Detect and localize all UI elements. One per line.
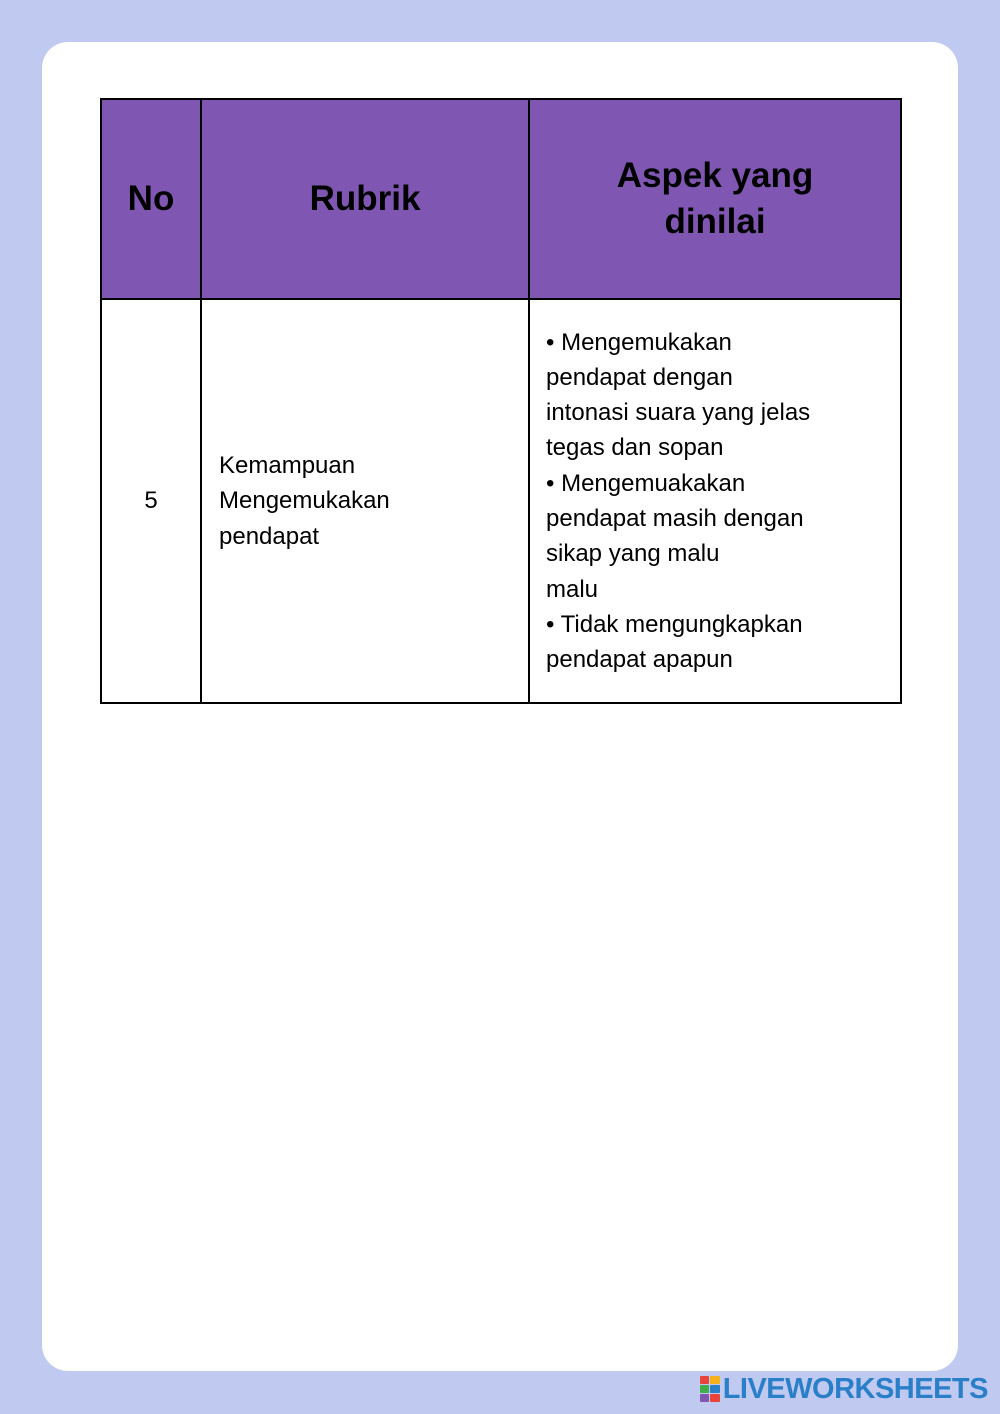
aspek-line: pendapat masih dengan	[546, 505, 804, 532]
liveworksheets-logo	[700, 1372, 988, 1406]
aspek-line: tegas dan sopan	[546, 434, 724, 462]
header-aspek	[529, 99, 901, 299]
aspek-line: • Mengemuakakan	[546, 469, 746, 497]
row-no-cell: 5	[101, 299, 201, 703]
aspek-line: malu	[546, 575, 599, 603]
aspek-line: • Mengemukakan	[546, 328, 732, 356]
aspek-line: pendapat dengan	[546, 363, 733, 391]
table-row	[101, 299, 901, 703]
rubrik-line: pendapat	[219, 522, 320, 550]
aspek-line: sikap yang malu	[546, 540, 720, 568]
header-aspek-line-1: Aspek yang	[616, 156, 814, 195]
header-aspek-line-2: dinilai	[664, 202, 766, 241]
rubrik-line: Kemampuan	[219, 452, 356, 480]
liveworksheets-logo-icon	[700, 1376, 720, 1402]
header-rubrik: Rubrik	[201, 99, 529, 299]
aspek-line: pendapat apapun	[546, 646, 733, 674]
header-no: No	[101, 99, 201, 299]
row-rubrik-cell	[201, 299, 529, 703]
table-header-row	[101, 99, 901, 299]
aspek-line: intonasi suara yang jelas	[546, 399, 811, 427]
row-aspek-cell	[529, 299, 901, 703]
rubrik-line: Mengemukakan	[219, 487, 390, 515]
rubric-table	[100, 98, 902, 704]
aspek-line: • Tidak mengungkapkan	[546, 610, 803, 638]
liveworksheets-wordmark: LIVEWORKSHEETS	[722, 1372, 988, 1405]
